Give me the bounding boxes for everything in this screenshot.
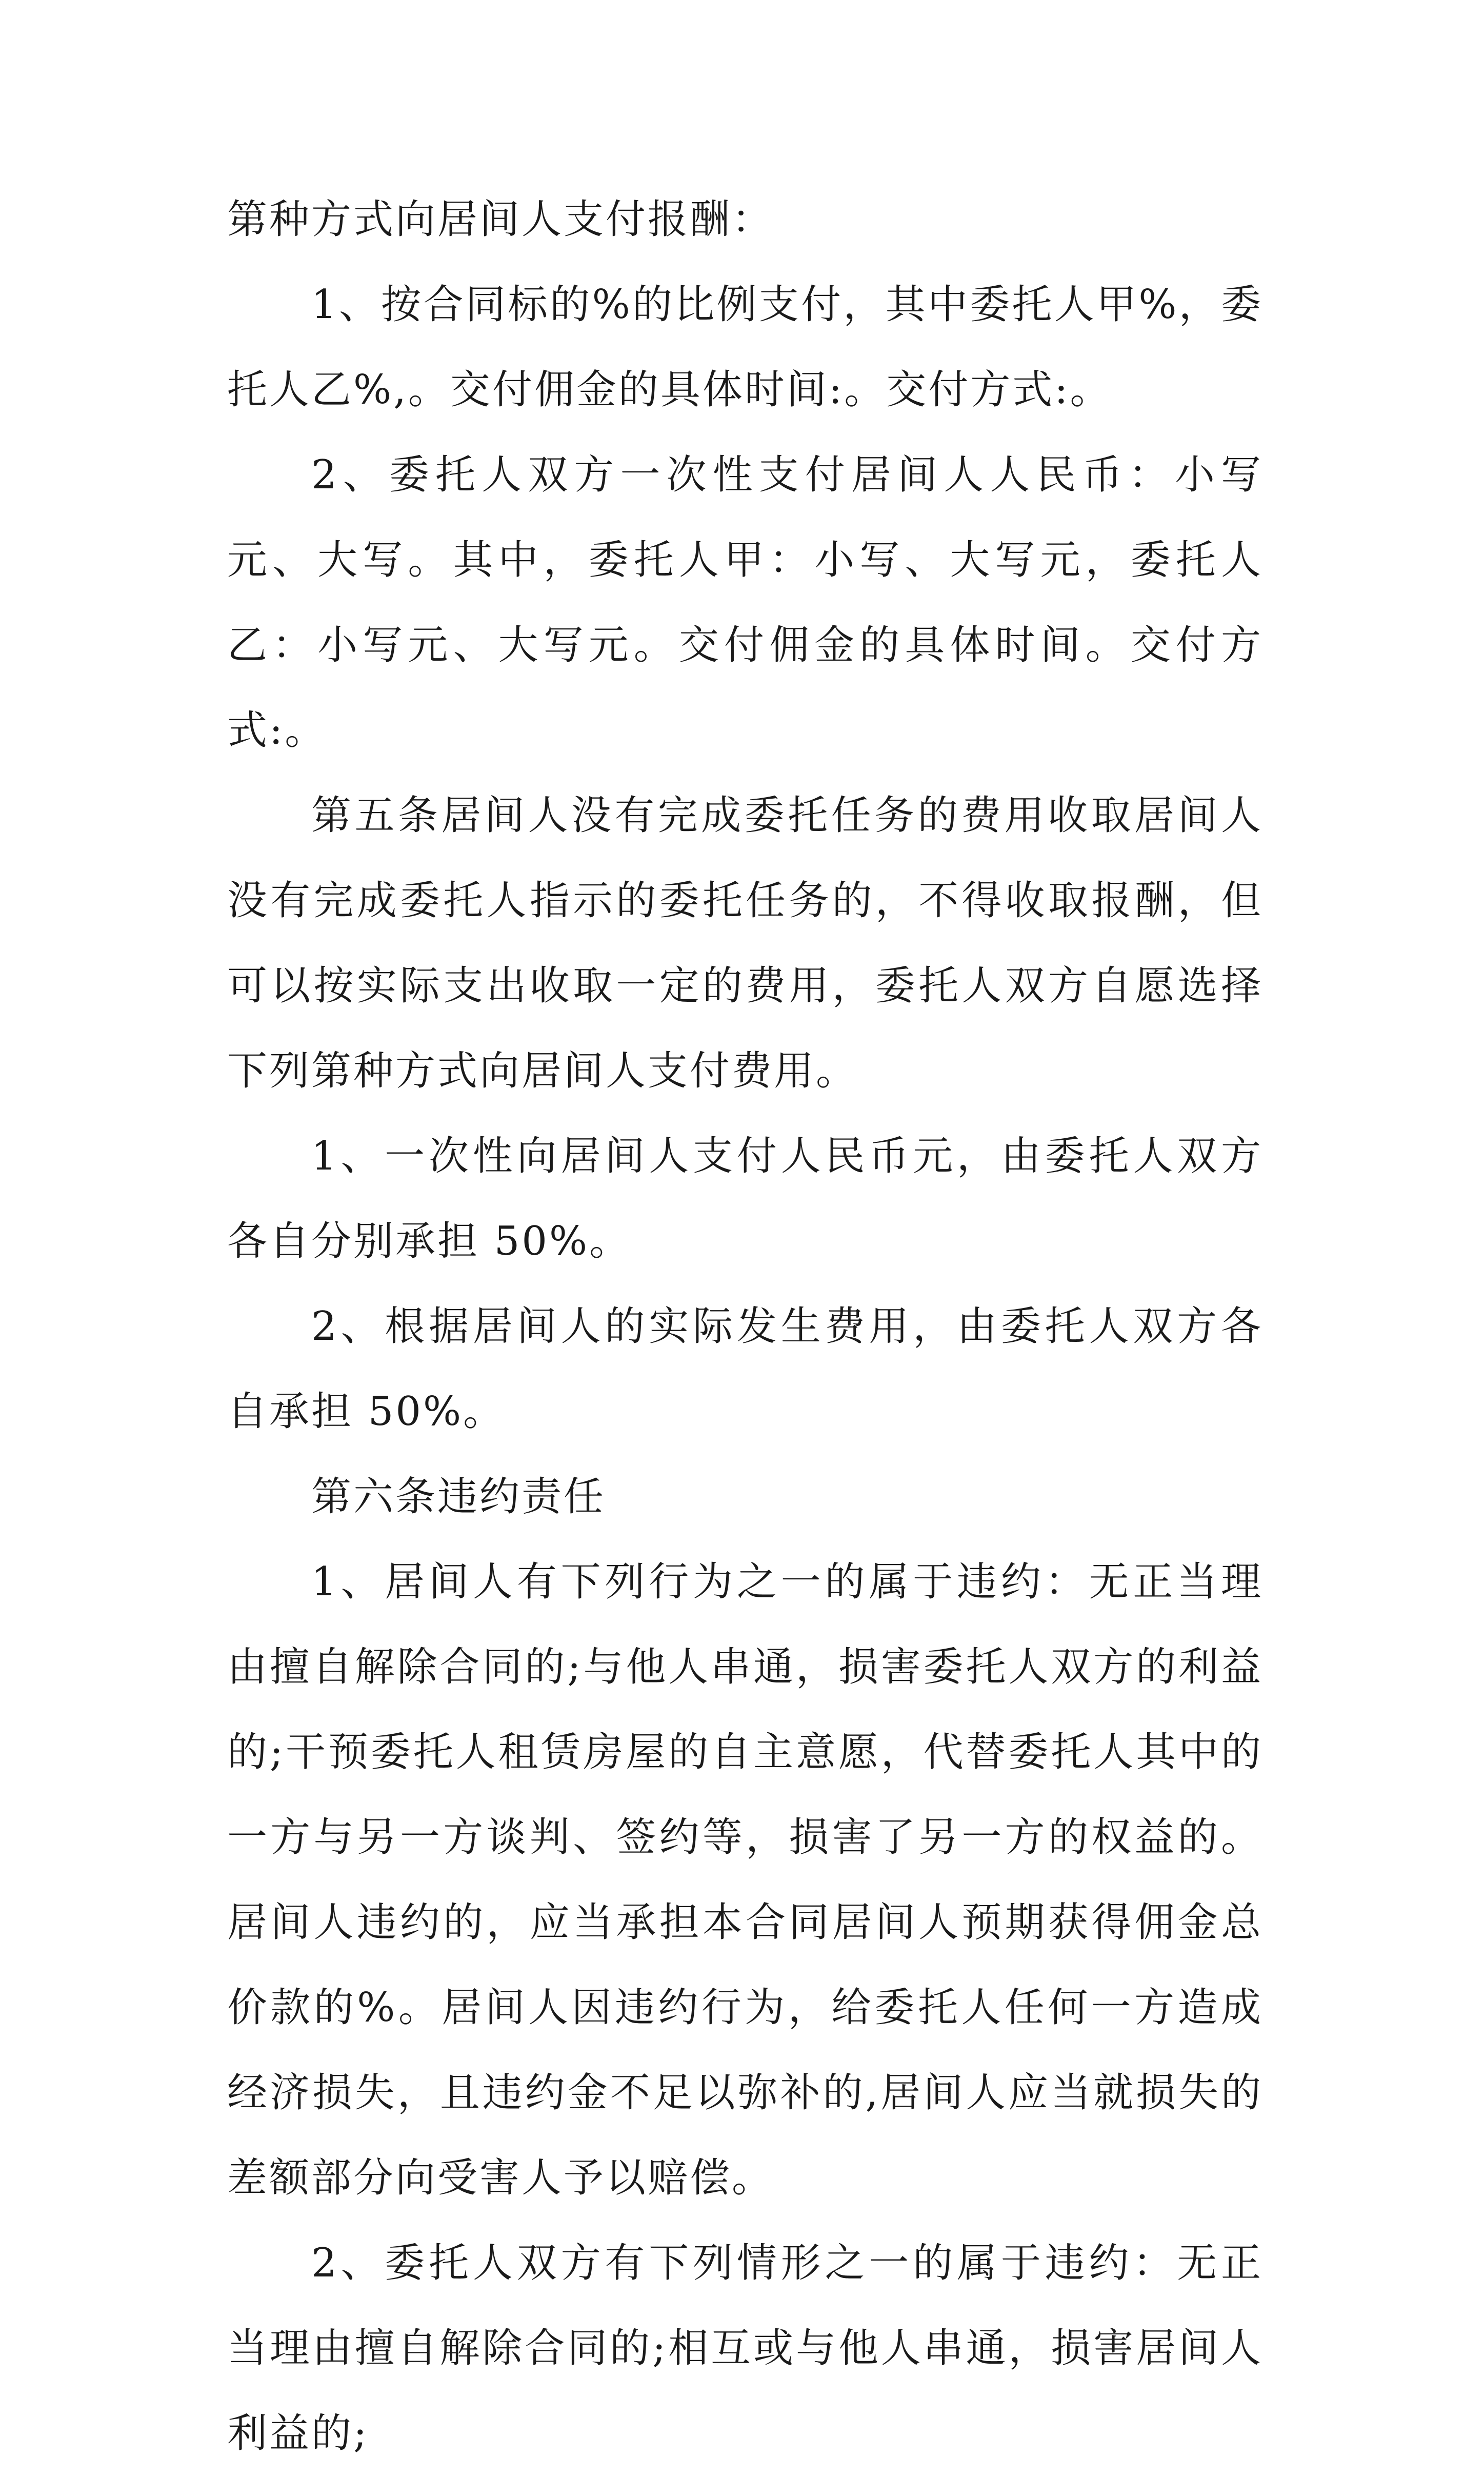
paragraph-article-6-heading: 第六条违约责任: [311, 1474, 606, 1520]
paragraph-fee-option-2: 2、根据居间人的实际发生费用，由委托人双方各自承担 50%。: [227, 1303, 1263, 1435]
paragraph-payment-method-intro: 第种方式向居间人支付报酬：: [227, 196, 774, 243]
paragraph-payment-option-1: 1、按合同标的%的比例支付，其中委托人甲%，委托人乙%,。交付佣金的具体时间:。交付方式:。: [227, 282, 1263, 413]
document-body: [227, 177, 1263, 2476]
paragraph-article-5: 第五条居间人没有完成委托任务的费用收取居间人没有完成委托人指示的委托任务的，不得收取报酬，但可以按实际支出收取一定的费用，委托人双方自愿选择下列第种方式向居间人支付费用。: [227, 793, 1263, 1094]
paragraph-payment-option-2: 2、委托人双方一次性支付居间人人民币：小写元、大写。其中，委托人甲：小写、大写元，委托人乙：小写元、大写元。交付佣金的具体时间。交付方式:。: [227, 452, 1263, 754]
paragraph-breach-clients: 2、委托人双方有下列情形之一的属于违约：无正当理由擅自解除合同的;相互或与他人串通，损害居间人利益的;: [227, 2240, 1263, 2457]
paragraph-breach-broker: 1、居间人有下列行为之一的属于违约：无正当理由擅自解除合同的;与他人串通，损害委托人双方的利益的;干预委托人租赁房屋的自主意愿，代替委托人其中的一方与另一方谈判、签约等，损害了另一方的权益的。居间人违约的，应当承担本合同居间人预期获得佣金总价款的%。居间人因违约行为，给委托人任何一方造成经济损失，且违约金不足以弥补的,居间人应当就损失的差额部分向受害人予以赔偿。: [227, 1559, 1263, 2201]
paragraph-fee-option-1: 1、一次性向居间人支付人民币元，由委托人双方各自分别承担 50%。: [227, 1133, 1263, 1264]
